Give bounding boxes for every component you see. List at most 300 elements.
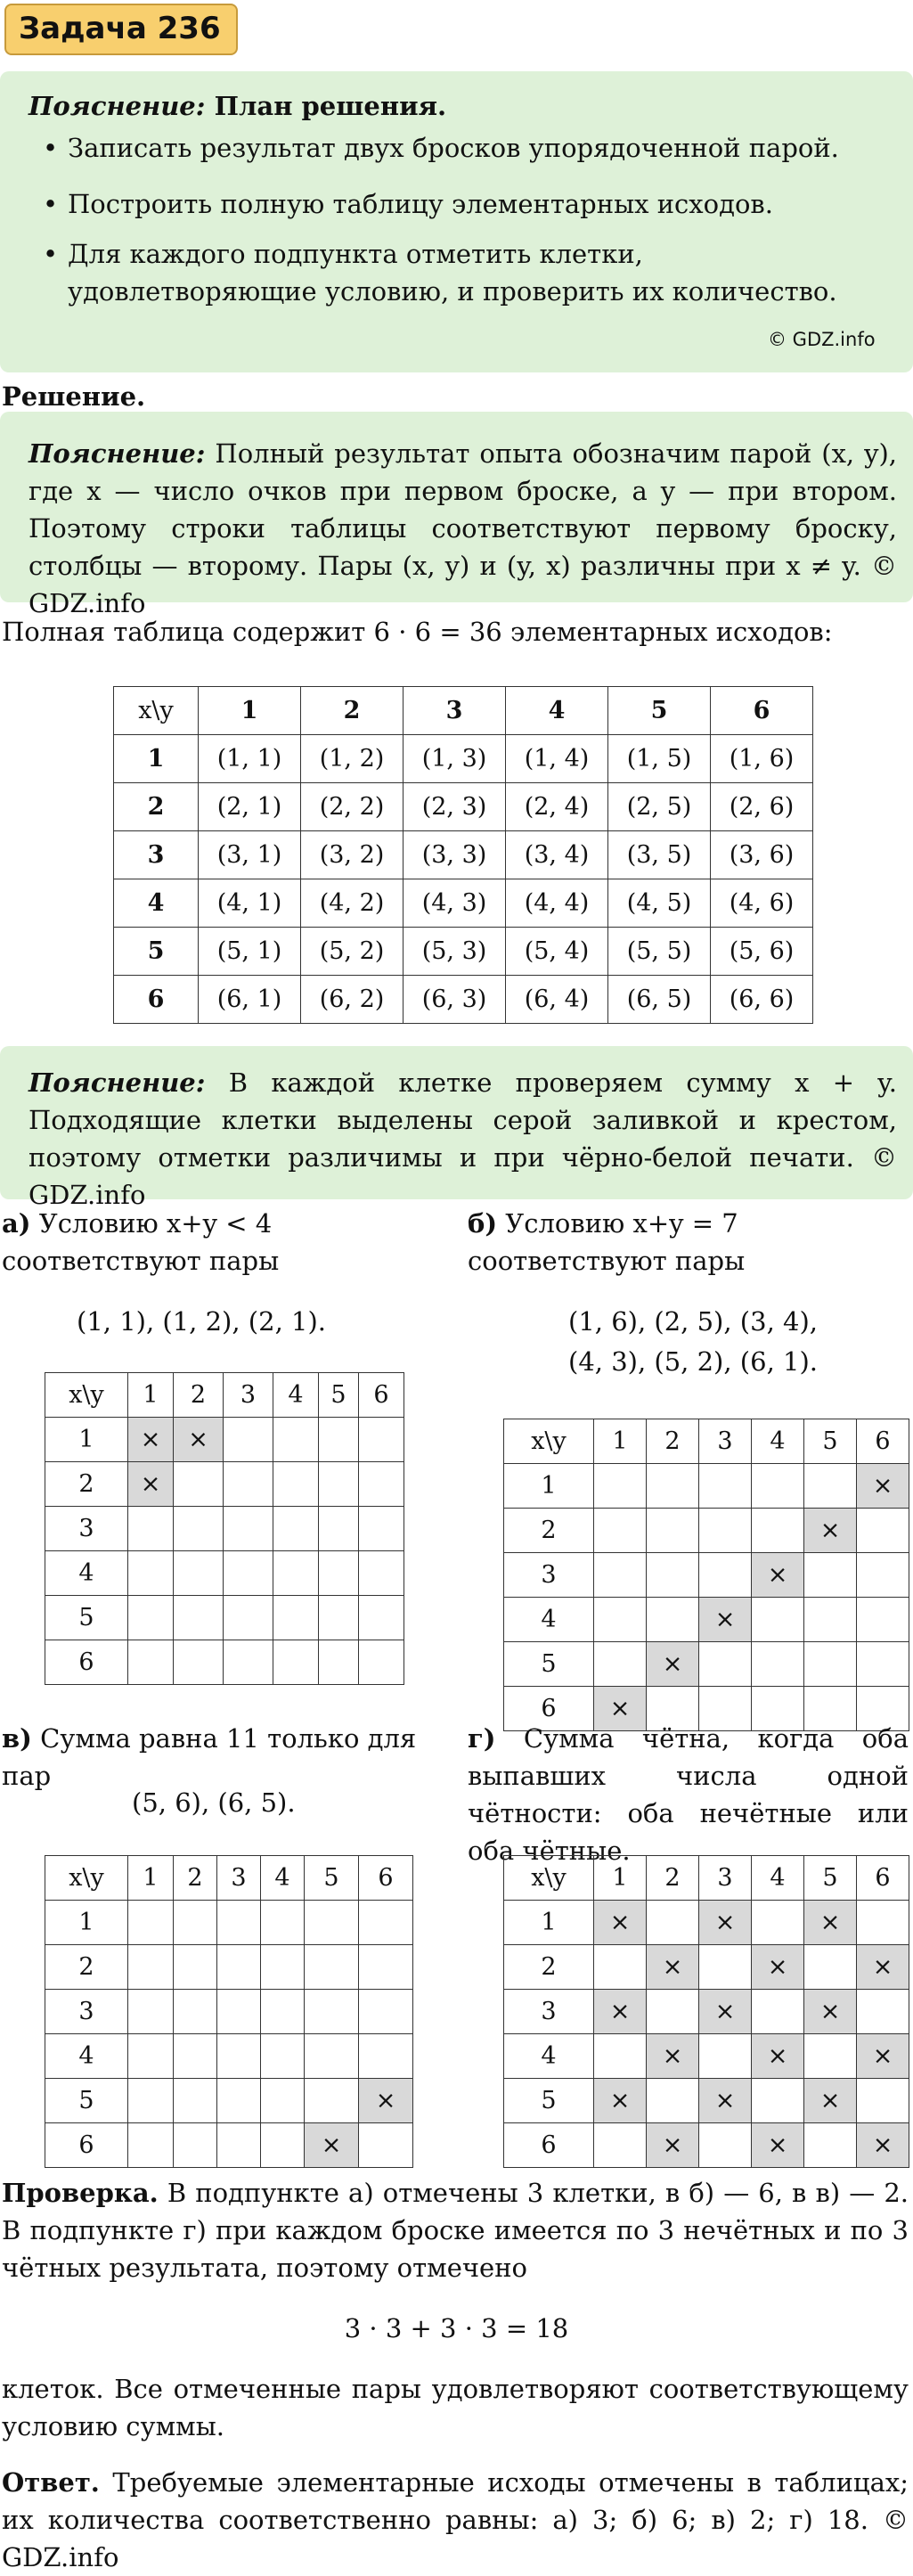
grid-column-header: 1 <box>128 1373 174 1418</box>
table-row <box>114 783 813 831</box>
part-a-grid <box>45 1372 404 1685</box>
grid-cell <box>699 2123 752 2168</box>
grid-cell <box>273 1551 319 1596</box>
check-conclusion: клеток. Все отмеченные пары удовлетворяют соответствующему условию суммы. <box>2 2374 909 2442</box>
cross-icon: × <box>819 1516 841 1544</box>
grid-cell <box>217 2079 261 2123</box>
grid-row-header: 1 <box>45 1901 128 1945</box>
table-column-header: 1 <box>199 687 301 735</box>
table-row-header: 1 <box>114 735 199 783</box>
grid-cell <box>261 2079 305 2123</box>
table-row <box>114 735 813 783</box>
outcome-cell: (5, 1) <box>199 928 301 976</box>
outcome-cell: (3, 3) <box>404 831 506 879</box>
grid-cell <box>699 1509 752 1553</box>
grid-cell <box>594 1642 647 1687</box>
marked-cell <box>699 1598 752 1642</box>
grid-cell <box>224 1551 273 1596</box>
grid-cell <box>224 1462 273 1507</box>
grid-row-header: 3 <box>45 1507 128 1551</box>
intro-text: Полная таблица содержит 6 · 6 = 36 элементарных исходов: <box>2 617 833 647</box>
table-column-header: 4 <box>506 687 608 735</box>
plan-item <box>43 185 898 223</box>
cross-icon: × <box>819 2086 841 2114</box>
outcome-cell: (6, 2) <box>301 976 404 1024</box>
grid-cell <box>804 1945 857 1990</box>
grid-cell <box>359 1507 404 1551</box>
table-row <box>114 976 813 1024</box>
grid-column-header: 5 <box>804 1419 857 1464</box>
grid-cell <box>273 1462 319 1507</box>
grid-cell <box>359 1462 404 1507</box>
marked-cell <box>752 2034 804 2079</box>
grid-column-header: 1 <box>594 1419 647 1464</box>
grid-cell <box>174 1640 224 1685</box>
grid-cell <box>594 1945 647 1990</box>
table-column-header: 2 <box>301 687 404 735</box>
cross-icon: × <box>375 2086 396 2114</box>
grid-cell <box>128 1945 174 1990</box>
outcome-cell: (4, 6) <box>711 879 813 928</box>
marked-cell <box>804 1990 857 2034</box>
marked-cell <box>594 1901 647 1945</box>
grid-cell <box>174 2079 217 2123</box>
part-b-grid <box>503 1419 909 1731</box>
explanation-label: Пояснение: <box>29 438 206 469</box>
part-v-grid <box>45 1855 413 2168</box>
outcome-cell: (2, 1) <box>199 783 301 831</box>
table-row-header: 5 <box>114 928 199 976</box>
grid-cell <box>174 2034 217 2079</box>
grid-cell <box>224 1507 273 1551</box>
outcome-cell: (5, 2) <box>301 928 404 976</box>
grid-cell <box>128 1901 174 1945</box>
bullet-icon: • <box>43 239 59 269</box>
grid-row <box>45 1596 404 1640</box>
outcome-cell: (3, 6) <box>711 831 813 879</box>
part-b-pairs-line1: (1, 6), (2, 5), (3, 4), <box>568 1306 818 1337</box>
grid-column-header: 4 <box>752 1419 804 1464</box>
grid-row-header: 2 <box>45 1462 128 1507</box>
cross-icon: × <box>872 2130 893 2159</box>
grid-corner-cell: x\y <box>45 1856 128 1901</box>
outcome-cell: (4, 1) <box>199 879 301 928</box>
outcome-cell: (1, 2) <box>301 735 404 783</box>
marked-cell <box>752 1553 804 1598</box>
grid-column-header: 2 <box>647 1856 699 1901</box>
grid-column-header: 3 <box>217 1856 261 1901</box>
grid-cell <box>804 2034 857 2079</box>
cross-icon: × <box>662 2041 683 2070</box>
part-label: б) <box>468 1208 498 1239</box>
grid-column-header: 2 <box>174 1856 217 1901</box>
grid-cell <box>857 1509 909 1553</box>
grid-cell <box>594 1509 647 1553</box>
plan-heading-text: План решения. <box>214 91 447 121</box>
explanation-text: Полный результат опыта обозначим парой (x, y), где x — число очков при первом броске, а y — при втором. Поэтому строки таблицы соответствуют первому броску, столбцы — второму. Пары (x, y) и (y, x) различны при x ≠ y. © GDZ.info <box>29 438 898 619</box>
part-description: Сумма чётна, когда оба выпавших числа одной чётности: оба нечётные или оба чётные. <box>468 1723 909 1867</box>
grid-cell <box>857 1642 909 1687</box>
outcome-cell: (2, 3) <box>404 783 506 831</box>
table-corner-cell: x\y <box>114 687 199 735</box>
grid-cell <box>594 2034 647 2079</box>
grid-column-header: 5 <box>305 1856 359 1901</box>
grid-row-header: 4 <box>45 1551 128 1596</box>
cross-icon: × <box>609 1694 631 1722</box>
part-description: Условию x+y < 4 соответствуют пары <box>2 1208 280 1277</box>
cross-icon: × <box>819 1908 841 1936</box>
grid-cell <box>857 1990 909 2034</box>
grid-cell <box>359 1945 413 1990</box>
marked-cell <box>699 1901 752 1945</box>
grid-row <box>45 1462 404 1507</box>
answer-text: Требуемые элементарные исходы отмечены в таблицах; их количества соответственно равны: а) 3; б) 6; в) 2; г) 18. © GDZ.info <box>2 2467 909 2573</box>
plan-item-text: Построить полную таблицу элементарных исходов. <box>68 189 773 219</box>
grid-row-header: 1 <box>45 1418 128 1462</box>
grid-cell <box>261 2034 305 2079</box>
grid-cell <box>804 2123 857 2168</box>
grid-cell <box>359 1596 404 1640</box>
check-label: Проверка. <box>2 2178 159 2208</box>
grid-corner-cell: x\y <box>45 1373 128 1418</box>
cross-icon: × <box>140 1469 161 1498</box>
grid-cell <box>128 1990 174 2034</box>
cross-icon: × <box>872 1952 893 1981</box>
grid-row <box>45 1418 404 1462</box>
grid-column-header: 6 <box>857 1419 909 1464</box>
grid-cell <box>174 1462 224 1507</box>
check-text: В подпункте а) отмечены 3 клетки, в б) — 6, в в) — 2. В подпункте г) при каждом броске имеется по 3 нечётных и по 3 чётных результата, поэтому отмечено <box>2 2178 909 2284</box>
grid-cell <box>128 2079 174 2123</box>
outcome-cell: (5, 5) <box>608 928 711 976</box>
marked-cell <box>857 1464 909 1509</box>
grid-row <box>45 1901 413 1945</box>
cross-icon: × <box>872 2041 893 2070</box>
grid-row-header: 6 <box>45 2123 128 2168</box>
grid-column-header: 1 <box>128 1856 174 1901</box>
part-v-pairs: (5, 6), (6, 5). <box>132 1787 296 1818</box>
grid-cell <box>647 1990 699 2034</box>
table-row <box>114 879 813 928</box>
grid-cell <box>319 1462 359 1507</box>
cross-icon: × <box>609 1908 631 1936</box>
grid-row <box>45 1990 413 2034</box>
cross-icon: × <box>662 1952 683 1981</box>
grid-cell <box>261 1945 305 1990</box>
grid-cell <box>305 1990 359 2034</box>
grid-row <box>45 1945 413 1990</box>
marked-cell <box>804 1509 857 1553</box>
marked-cell <box>128 1462 174 1507</box>
grid-row <box>504 1553 909 1598</box>
answer-label: Ответ. <box>2 2467 100 2498</box>
grid-row <box>504 2034 909 2079</box>
grid-cell <box>699 1945 752 1990</box>
grid-row <box>504 1990 909 2034</box>
marked-cell <box>857 2034 909 2079</box>
outcome-cell: (5, 3) <box>404 928 506 976</box>
part-b-pairs-line2: (4, 3), (5, 2), (6, 1). <box>568 1346 818 1377</box>
grid-cell <box>224 1640 273 1685</box>
grid-row-header: 3 <box>504 1553 594 1598</box>
marked-cell <box>128 1418 174 1462</box>
grid-cell <box>305 2034 359 2079</box>
solution-heading: Решение. <box>2 381 146 412</box>
cross-icon: × <box>767 2041 788 2070</box>
grid-row-header: 6 <box>45 1640 128 1685</box>
copyright: © GDZ.info <box>768 329 876 350</box>
outcome-cell: (3, 2) <box>301 831 404 879</box>
grid-cell <box>261 1990 305 2034</box>
grid-column-header: 5 <box>804 1856 857 1901</box>
grid-cell <box>594 1464 647 1509</box>
grid-cell <box>261 2123 305 2168</box>
grid-cell <box>261 1901 305 1945</box>
grid-cell <box>359 2123 413 2168</box>
grid-row-header: 6 <box>504 2123 594 2168</box>
grid-cell <box>128 1507 174 1551</box>
grid-column-header: 2 <box>174 1373 224 1418</box>
explanation-text: В каждой клетке проверяем сумму x + y. Подходящие клетки выделены серой заливкой и крестом, поэтому отметки различимы и при чёрно-белой печати. © GDZ.info <box>29 1067 898 1211</box>
grid-cell <box>305 1945 359 1990</box>
grid-cell <box>804 1553 857 1598</box>
grid-cell <box>319 1640 359 1685</box>
grid-row <box>45 2123 413 2168</box>
outcome-cell: (2, 4) <box>506 783 608 831</box>
plan-heading <box>29 87 446 125</box>
grid-cell <box>319 1551 359 1596</box>
grid-cell <box>647 1464 699 1509</box>
grid-row-header: 2 <box>45 1945 128 1990</box>
marked-cell <box>647 1945 699 1990</box>
grid-row <box>504 1464 909 1509</box>
marked-cell <box>699 2079 752 2123</box>
grid-row-header: 3 <box>45 1990 128 2034</box>
grid-cell <box>273 1596 319 1640</box>
grid-cell <box>174 1507 224 1551</box>
explanation-label: Пояснение: <box>29 1067 206 1098</box>
check-paragraph <box>2 2174 909 2286</box>
grid-row-header: 5 <box>504 2079 594 2123</box>
grid-row-header: 6 <box>504 1687 594 1731</box>
outcome-cell: (4, 4) <box>506 879 608 928</box>
grid-column-header: 5 <box>319 1373 359 1418</box>
grid-cell <box>174 1990 217 2034</box>
outcome-cell: (6, 4) <box>506 976 608 1024</box>
part-g-text <box>468 1720 909 1869</box>
grid-column-header: 3 <box>224 1373 273 1418</box>
grid-cell <box>273 1640 319 1685</box>
cross-icon: × <box>872 1471 893 1500</box>
grid-cell <box>752 1598 804 1642</box>
grid-row-header: 5 <box>504 1642 594 1687</box>
explanation-2 <box>29 1064 897 1214</box>
table-column-header: 5 <box>608 687 711 735</box>
grid-cell <box>752 1901 804 1945</box>
grid-row <box>45 1640 404 1685</box>
outcome-cell: (3, 5) <box>608 831 711 879</box>
grid-corner-cell: x\y <box>504 1856 594 1901</box>
grid-row-header: 4 <box>45 2034 128 2079</box>
grid-row <box>45 1507 404 1551</box>
cross-icon: × <box>662 2130 683 2159</box>
outcome-cell: (5, 6) <box>711 928 813 976</box>
table-row-header: 6 <box>114 976 199 1024</box>
grid-cell <box>699 1464 752 1509</box>
grid-cell <box>319 1418 359 1462</box>
part-a-pairs: (1, 1), (1, 2), (2, 1). <box>77 1306 326 1337</box>
grid-cell <box>804 1464 857 1509</box>
marked-cell <box>305 2123 359 2168</box>
grid-corner-cell: x\y <box>504 1419 594 1464</box>
marked-cell <box>594 2079 647 2123</box>
grid-column-header: 4 <box>752 1856 804 1901</box>
grid-cell <box>647 1553 699 1598</box>
grid-cell <box>752 2079 804 2123</box>
cross-icon: × <box>714 1997 736 2025</box>
grid-row <box>504 1901 909 1945</box>
marked-cell <box>647 2034 699 2079</box>
plan-item-text: Записать результат двух бросков упорядоченной парой. <box>68 133 839 163</box>
grid-cell <box>273 1507 319 1551</box>
cross-icon: × <box>767 2130 788 2159</box>
table-row <box>114 928 813 976</box>
cross-icon: × <box>609 2086 631 2114</box>
outcome-cell: (2, 6) <box>711 783 813 831</box>
grid-row-header: 2 <box>504 1945 594 1990</box>
grid-cell <box>128 1596 174 1640</box>
marked-cell <box>752 1945 804 1990</box>
cross-icon: × <box>321 2130 342 2159</box>
grid-cell <box>224 1596 273 1640</box>
outcome-cell: (2, 5) <box>608 783 711 831</box>
grid-cell <box>594 1553 647 1598</box>
marked-cell <box>804 1901 857 1945</box>
grid-row-header: 3 <box>504 1990 594 2034</box>
part-b-text <box>468 1205 886 1280</box>
grid-cell <box>752 1464 804 1509</box>
cross-icon: × <box>714 2086 736 2114</box>
grid-cell <box>594 2123 647 2168</box>
grid-row-header: 5 <box>45 2079 128 2123</box>
marked-cell <box>752 2123 804 2168</box>
grid-column-header: 6 <box>359 1373 404 1418</box>
grid-row <box>504 2123 909 2168</box>
grid-cell <box>699 1642 752 1687</box>
outcome-cell: (4, 5) <box>608 879 711 928</box>
outcome-cell: (2, 2) <box>301 783 404 831</box>
marked-cell <box>174 1418 224 1462</box>
grid-row-header: 5 <box>45 1596 128 1640</box>
grid-cell <box>647 1901 699 1945</box>
grid-cell <box>752 1990 804 2034</box>
grid-cell <box>857 1901 909 1945</box>
grid-cell <box>359 1418 404 1462</box>
answer-paragraph <box>2 2464 909 2576</box>
marked-cell <box>647 2123 699 2168</box>
marked-cell <box>359 2079 413 2123</box>
grid-cell <box>217 2123 261 2168</box>
grid-cell <box>857 1598 909 1642</box>
grid-cell <box>174 2123 217 2168</box>
grid-row-header: 2 <box>504 1509 594 1553</box>
outcome-cell: (3, 4) <box>506 831 608 879</box>
cross-icon: × <box>819 1997 841 2025</box>
part-description: Сумма равна 11 только для пар <box>2 1723 417 1792</box>
grid-cell <box>594 1598 647 1642</box>
check-formula: 3 · 3 + 3 · 3 = 18 <box>344 2313 569 2343</box>
grid-cell <box>217 1990 261 2034</box>
outcome-cell: (1, 6) <box>711 735 813 783</box>
cross-icon: × <box>714 1605 736 1633</box>
grid-row <box>504 1598 909 1642</box>
grid-row <box>504 1945 909 1990</box>
grid-cell <box>699 2034 752 2079</box>
grid-cell <box>319 1507 359 1551</box>
grid-cell <box>128 2123 174 2168</box>
part-g-grid <box>503 1855 909 2168</box>
plan-item-text: Для каждого подпункта отметить клетки, удовлетворяющие условию, и проверить их количество. <box>68 239 837 307</box>
marked-cell <box>647 1642 699 1687</box>
grid-cell <box>224 1418 273 1462</box>
outcome-cell: (4, 2) <box>301 879 404 928</box>
cross-icon: × <box>609 1997 631 2025</box>
outcome-cell: (6, 3) <box>404 976 506 1024</box>
marked-cell <box>699 1990 752 2034</box>
grid-column-header: 4 <box>261 1856 305 1901</box>
plan-heading-label: Пояснение: <box>29 91 206 121</box>
grid-cell <box>699 1553 752 1598</box>
outcome-cell: (1, 4) <box>506 735 608 783</box>
full-outcome-table <box>113 686 813 1024</box>
grid-column-header: 6 <box>359 1856 413 1901</box>
task-title: Задача 236 <box>4 4 238 55</box>
outcome-cell: (6, 1) <box>199 976 301 1024</box>
grid-cell <box>752 1642 804 1687</box>
grid-cell <box>217 2034 261 2079</box>
grid-cell <box>752 1509 804 1553</box>
marked-cell <box>857 2123 909 2168</box>
grid-cell <box>174 1596 224 1640</box>
table-row <box>114 831 813 879</box>
grid-row-header: 1 <box>504 1464 594 1509</box>
part-description: Условию x+y = 7 соответствуют пары <box>468 1208 746 1277</box>
outcome-cell: (6, 6) <box>711 976 813 1024</box>
grid-cell <box>305 2079 359 2123</box>
table-column-header: 3 <box>404 687 506 735</box>
grid-row <box>504 2079 909 2123</box>
grid-cell <box>128 2034 174 2079</box>
grid-cell <box>359 2034 413 2079</box>
grid-row <box>504 1509 909 1553</box>
grid-cell <box>174 1901 217 1945</box>
grid-row <box>45 2034 413 2079</box>
grid-cell <box>804 1642 857 1687</box>
grid-cell <box>857 1553 909 1598</box>
cross-icon: × <box>767 1952 788 1981</box>
grid-row <box>504 1642 909 1687</box>
cross-icon: × <box>767 1560 788 1589</box>
grid-cell <box>804 1598 857 1642</box>
cross-icon: × <box>714 1908 736 1936</box>
outcome-cell: (5, 4) <box>506 928 608 976</box>
explanation-1 <box>29 435 897 622</box>
grid-row-header: 1 <box>504 1901 594 1945</box>
cross-icon: × <box>188 1425 208 1453</box>
grid-cell <box>359 1901 413 1945</box>
grid-row-header: 4 <box>504 2034 594 2079</box>
grid-cell <box>128 1640 174 1685</box>
